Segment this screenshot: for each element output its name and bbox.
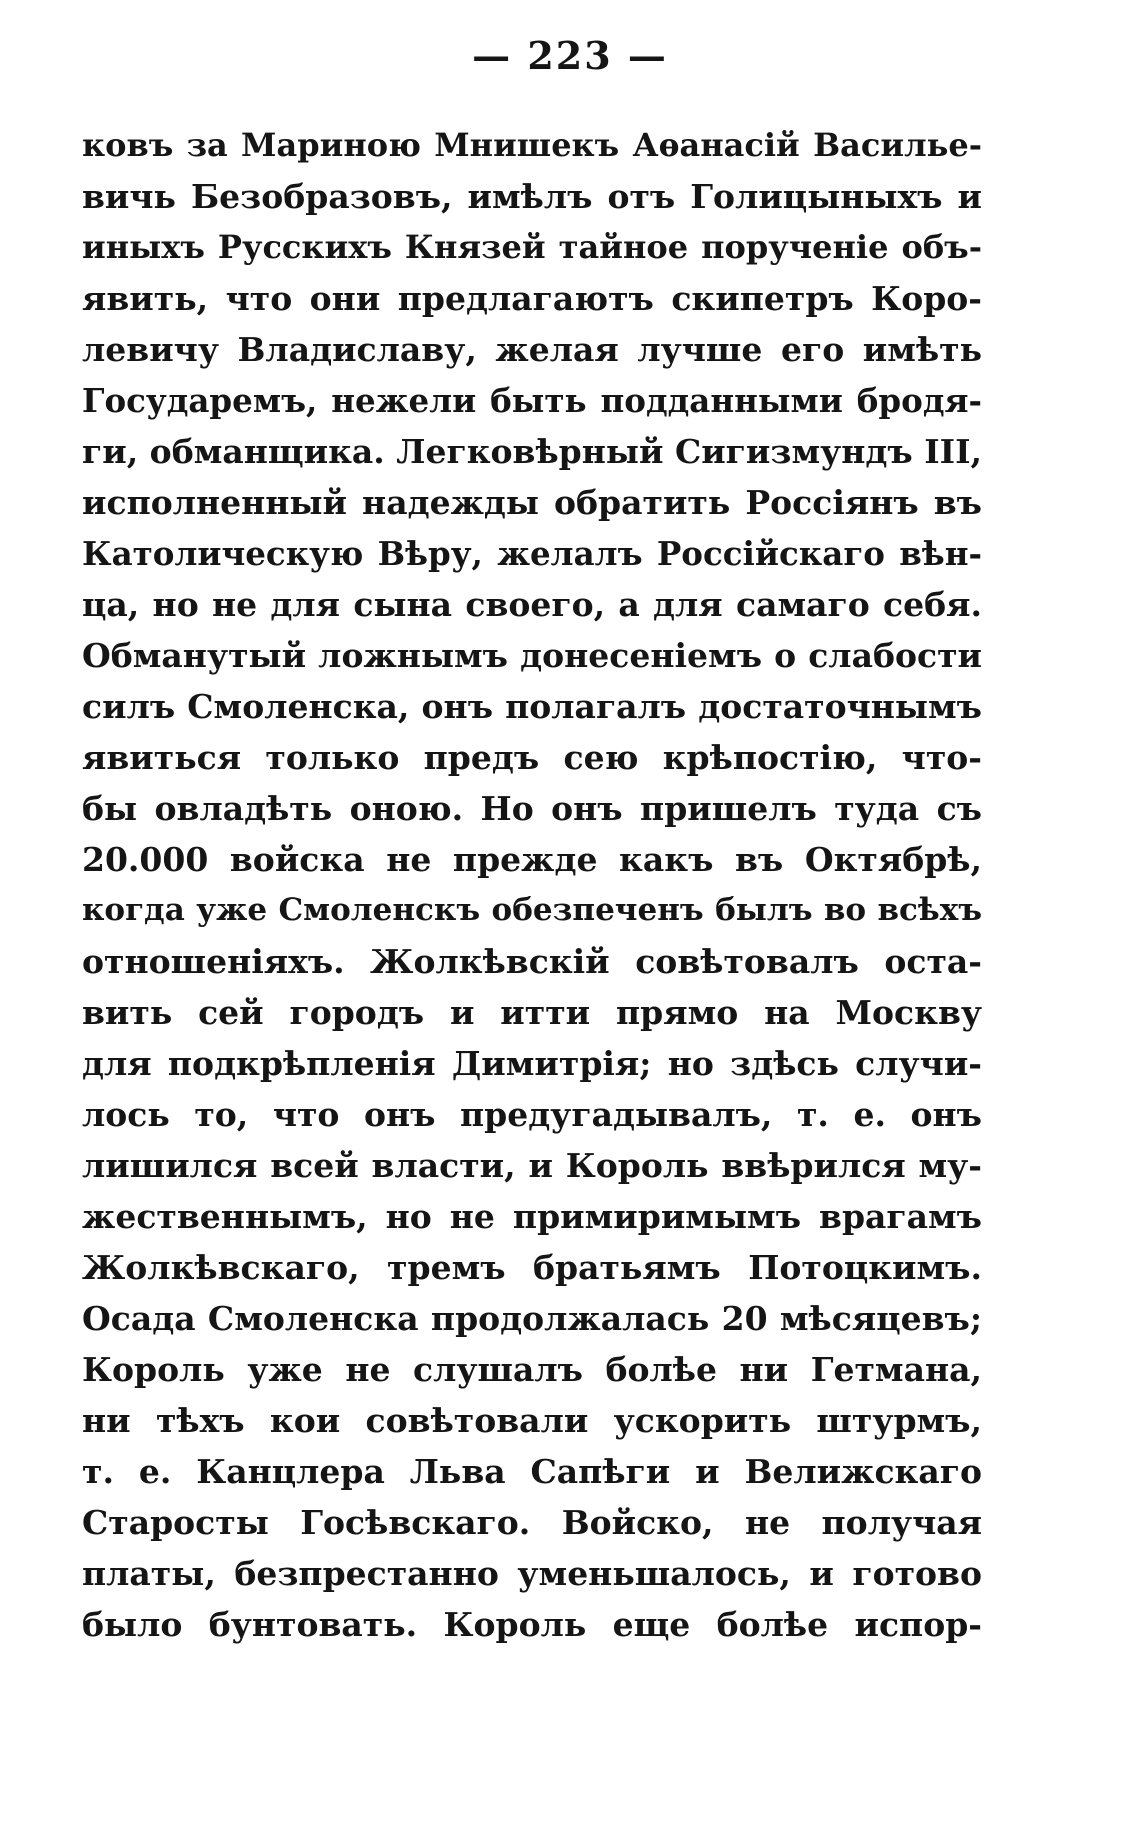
text-line: иныхъ Русскихъ Князей тайное порученіе объ- bbox=[82, 228, 982, 266]
text-line: для подкрѣпленія Димитрія; но здѣсь случи- bbox=[82, 1044, 982, 1083]
text-line: лишился всей власти, и Король ввѣрился му- bbox=[82, 1146, 982, 1185]
text-line: платы, безпрестанно уменьшалось, и готово bbox=[82, 1554, 982, 1593]
text-line: когда уже Смоленскъ обезпеченъ былъ во всѣхъ bbox=[82, 892, 982, 928]
text-line: Король уже не слушалъ болѣе ни Гетмана, bbox=[82, 1350, 982, 1389]
text-line: Государемъ, нежели быть подданными бродя- bbox=[82, 381, 982, 420]
body-text bbox=[82, 120, 982, 1650]
text-line: т. е. Канцлера Льва Сапѣги и Велижскаго bbox=[82, 1452, 982, 1491]
text-line: Старосты Госѣвскаго. Войско, не получая bbox=[82, 1503, 982, 1542]
text-line: ца, но не для сына своего, а для самаго себя. bbox=[82, 585, 982, 624]
text-line: Католическую Вѣру, желалъ Россійскаго вѣн- bbox=[82, 534, 982, 573]
text-line: исполненный надежды обратить Россіянъ въ bbox=[82, 483, 982, 522]
text-line: ги, обманщика. Легковѣрный Сигизмундъ III, bbox=[82, 432, 982, 471]
text-line: вичь Безобразовъ, имѣлъ отъ Голицыныхъ и bbox=[82, 177, 982, 216]
text-line: силъ Смоленска, онъ полагалъ достаточнымъ bbox=[82, 687, 982, 726]
text-line: явить, что они предлагаютъ скипетръ Коро- bbox=[82, 279, 982, 318]
text-line: Осада Смоленска продолжалась 20 мѣсяцевъ; bbox=[82, 1299, 982, 1338]
text-line: было бунтовать. Король еще болѣе испор- bbox=[82, 1605, 982, 1644]
text-line: жественнымъ, но не примиримымъ врагамъ bbox=[82, 1197, 982, 1236]
text-line: левичу Владиславу, желая лучше его имѣть bbox=[82, 330, 982, 369]
text-line: 20.000 войска не прежде какъ въ Октябрѣ, bbox=[82, 840, 982, 879]
text-line: ковъ за Мариною Мнишекъ Аѳанасій Василье- bbox=[82, 126, 982, 164]
text-line: вить сей городъ и итти прямо на Москву bbox=[82, 993, 982, 1032]
page-number-header: — 223 — bbox=[472, 33, 668, 78]
text-line: Обманутый ложнымъ донесеніемъ о слабости bbox=[82, 636, 982, 675]
text-line: бы овладѣть оною. Но онъ пришелъ туда съ bbox=[82, 789, 982, 828]
text-line: явиться только предъ сею крѣпостію, что- bbox=[82, 738, 982, 777]
text-line: лось то, что онъ предугадывалъ, т. е. онъ bbox=[82, 1095, 982, 1134]
text-line: отношеніяхъ. Жолкѣвскій совѣтовалъ оста- bbox=[82, 942, 982, 981]
text-line: ни тѣхъ кои совѣтовали ускорить штурмъ, bbox=[82, 1401, 982, 1440]
text-line: Жолкѣвскаго, тремъ братьямъ Потоцкимъ. bbox=[82, 1248, 982, 1287]
